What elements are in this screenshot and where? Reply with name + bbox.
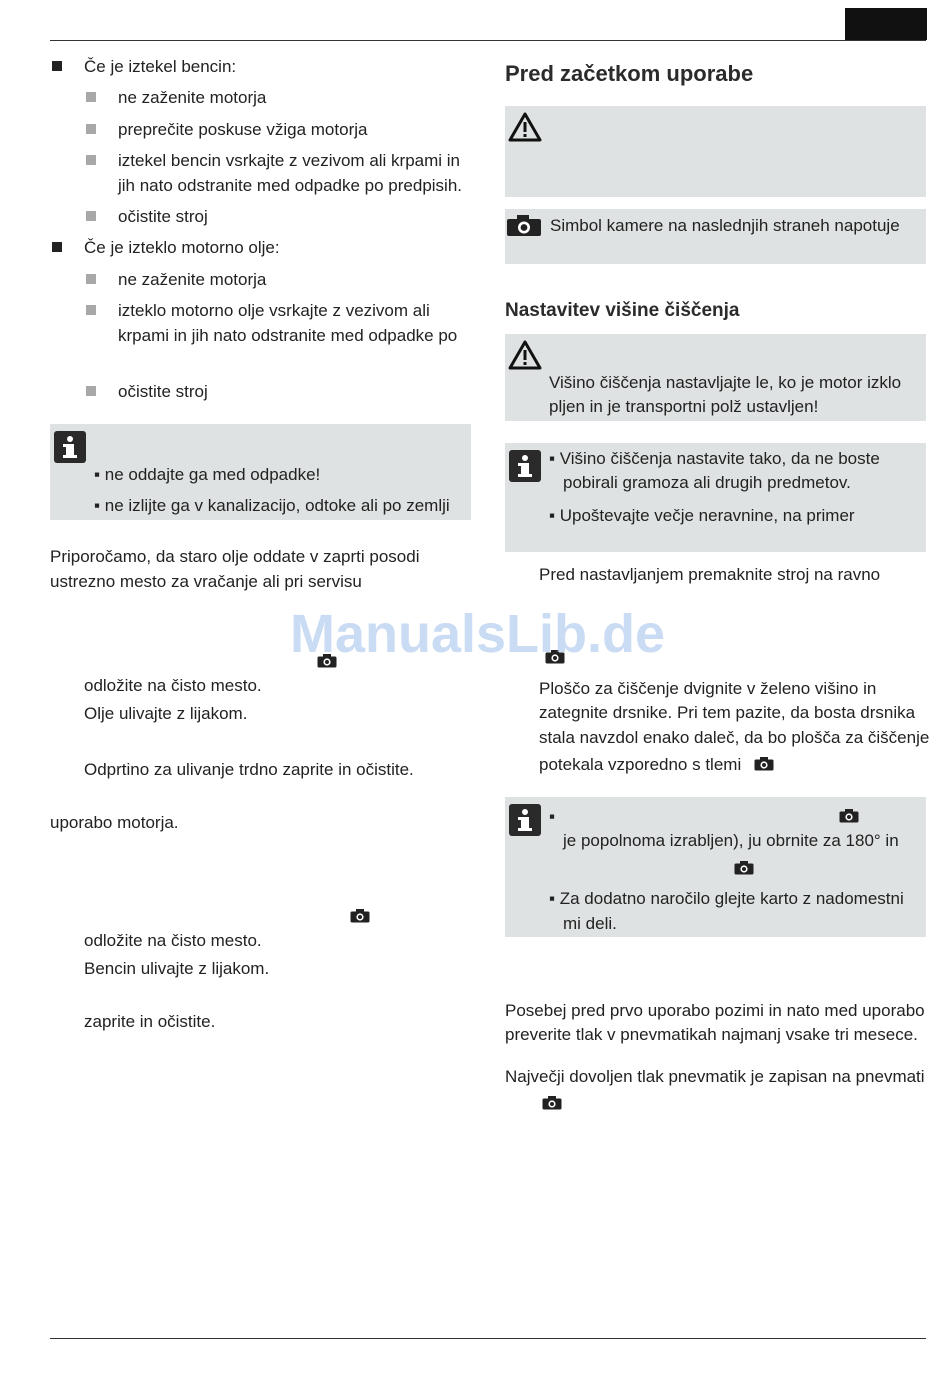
step-text: zaprite in očistite. [84, 1012, 216, 1031]
camera-icon [839, 809, 859, 823]
header-rule [50, 40, 926, 41]
bullet-square [86, 305, 96, 315]
list-item: preprečite poskuse vžiga motorja [118, 120, 368, 139]
warning-triangle-icon [508, 340, 542, 370]
step-text: Odprtino za ulivanje trdno zaprite in očistite. [84, 760, 414, 779]
paragraph-line: Priporočamo, da staro olje oddate v zaprti posodi [50, 547, 420, 566]
list-item: očistite stroj [118, 207, 208, 226]
bullet-square [52, 61, 62, 71]
info-item: ▪ [549, 807, 556, 826]
step-text: Olje ulivajte z lijakom. [84, 704, 248, 723]
step-text: Bencin ulivajte z lijakom. [84, 959, 270, 978]
list-item: očistite stroj [118, 382, 208, 401]
list-item-cont: jih nato odstranite med odpadke po predpisih. [118, 176, 463, 195]
camera-note: Simbol kamere na naslednjih straneh napotuje [550, 216, 900, 235]
info-item: ▪ ne izlijte ga v kanalizacijo, odtoke ali po zemlji [94, 496, 450, 515]
info-item: ▪ ne oddajte ga med odpadke! [94, 465, 321, 484]
paragraph-line: Posebej pred prvo uporabo pozimi in nato med uporabo [505, 1001, 925, 1020]
camera-icon [542, 1096, 562, 1110]
paragraph-line: Največji dovoljen tlak pnevmatik je zapisan na pnevmati [505, 1067, 925, 1086]
list-item: ne zaženite motorja [118, 270, 267, 289]
warning-text: pljen in je transportni polž ustavljen! [549, 397, 819, 416]
list-item: iztekel bencin vsrkajte z vezivom ali krpami in [118, 151, 461, 170]
list-item: ne zaženite motorja [118, 88, 267, 107]
petrol-spill-heading: Če je iztekel bencin: [84, 57, 237, 76]
section-heading: Pred začetkom uporabe [505, 61, 754, 86]
info-item: ▪ Upoštevajte večje neravnine, na primer [549, 506, 855, 525]
camera-icon [754, 757, 774, 771]
bullet-square [86, 92, 96, 102]
camera-icon [734, 861, 754, 875]
bullet-square [86, 124, 96, 134]
info-item-cont: pobirali gramoza ali drugih predmetov. [563, 473, 851, 492]
bullet-square [86, 211, 96, 221]
section-heading: Nastavitev višine čiščenja [505, 300, 740, 321]
step-text: odložite na čisto mesto. [84, 676, 262, 695]
paragraph-line: preverite tlak v pnevmatikah najmanj vsake tri mesece. [505, 1025, 918, 1044]
info-item-cont: mi deli. [563, 914, 617, 933]
info-icon [509, 450, 541, 482]
footer-rule [50, 1338, 926, 1339]
bullet-square [52, 242, 62, 252]
step-text: stala navzdol enako daleč, da bo plošča za čiščenje [539, 728, 930, 747]
info-icon [509, 804, 541, 836]
bullet-square [86, 274, 96, 284]
paragraph-line: uporabo motorja. [50, 813, 179, 832]
step-text: zategnite drsnike. Pri tem pazite, da bosta drsnika [539, 703, 916, 722]
bullet-square [86, 386, 96, 396]
info-item: ▪ Za dodatno naročilo glejte karto z nadomestni [549, 889, 904, 908]
camera-icon [506, 215, 542, 237]
list-item: izteklo motorno olje vsrkajte z vezivom ali [118, 301, 430, 320]
warning-box [505, 106, 926, 197]
oil-spill-heading: Če je izteklo motorno olje: [84, 238, 280, 257]
step-text: potekala vzporedno s tlemi [539, 755, 742, 774]
bullet-square [86, 155, 96, 165]
camera-icon [350, 909, 370, 923]
warning-triangle-icon [508, 112, 542, 142]
step-text: Pred nastavljanjem premaknite stroj na ravno [539, 565, 881, 584]
paragraph-line: ustrezno mesto za vračanje ali pri servisu [50, 572, 362, 591]
info-item: ▪ Višino čiščenja nastavite tako, da ne boste [549, 449, 880, 468]
list-item-cont: krpami in jih nato odstranite med odpadke po [118, 326, 458, 345]
watermark: ManualsLib.de [290, 604, 666, 664]
step-text: odložite na čisto mesto. [84, 931, 262, 950]
page-tab [845, 8, 927, 40]
info-icon [54, 431, 86, 463]
info-item-cont: je popolnoma izrabljen), ju obrnite za 180° in [563, 831, 899, 850]
warning-text: Višino čiščenja nastavljajte le, ko je motor izklo [549, 373, 902, 392]
step-text: Ploščo za čiščenje dvignite v želeno višino in [539, 679, 877, 698]
